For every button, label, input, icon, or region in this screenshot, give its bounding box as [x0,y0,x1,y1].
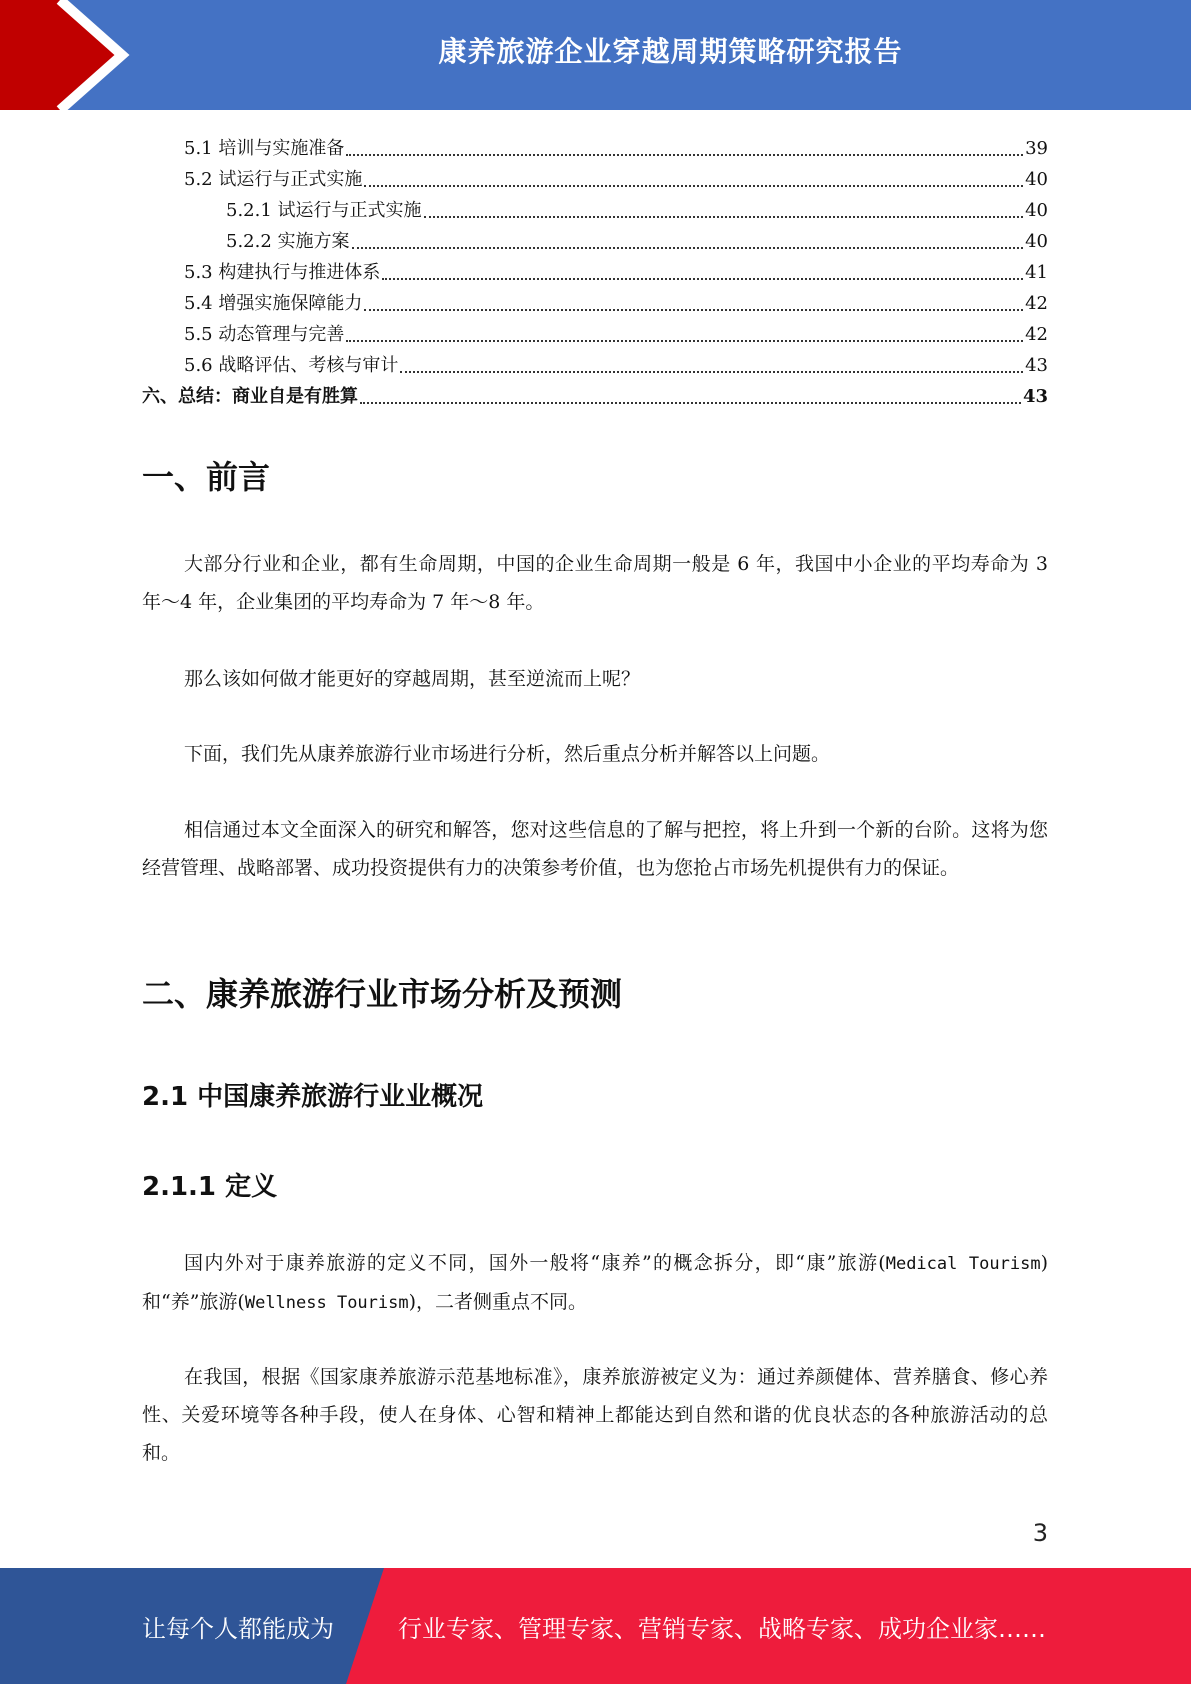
toc-leader [364,309,1023,311]
toc-label: 5.5 动态管理与完善 [184,324,345,345]
toc-leader [346,340,1023,342]
toc-entry-chapter[interactable] [142,377,1048,408]
toc-label: 5.4 增强实施保障能力 [184,293,363,314]
toc-leader [346,154,1023,156]
footer-slogan-left: 让每个人都能成为 [142,1614,334,1643]
subsection-heading: 2.1.1 定义 [142,1172,278,1202]
toc-entry[interactable] [142,191,1048,222]
subsection-heading: 2.1 中国康养旅游行业业概况 [142,1082,484,1112]
toc-label: 5.1 培训与实施准备 [184,138,345,159]
paragraph: 大部分行业和企业，都有生命周期，中国的企业生命周期一般是 6 年，我国中小企业的平均寿命为 3 年～4 年，企业集团的平均寿命为 7 年～8 年。 [142,553,1048,613]
section-heading-market-analysis: 二、康养旅游行业市场分析及预测 [142,975,623,1013]
toc-leader [352,247,1024,249]
toc-leader [400,371,1023,373]
paragraph: 相信通过本文全面深入的研究和解答，您对这些信息的了解与把控，将上升到一个新的台阶。这将为您经营管理、战略部署、成功投资提供有力的决策参考价值，也为您抢占市场先机提供有力的保证。 [142,819,1048,879]
toc-page: 40 [1025,231,1048,252]
red-chevron-icon [0,0,150,110]
toc-leader [424,216,1024,218]
paragraph: 下面，我们先从康养旅游行业市场进行分析，然后重点分析并解答以上问题。 [184,743,831,765]
toc-entry[interactable] [142,253,1048,284]
toc-page: 42 [1025,293,1048,314]
toc-entry[interactable] [142,129,1048,160]
toc-label: 5.6 战略评估、考核与审计 [184,355,399,376]
footer-slogan-right: 行业专家、管理专家、营销专家、战略专家、成功企业家…… [398,1614,1046,1643]
header-band [0,0,1191,110]
toc-entry[interactable] [142,315,1048,346]
toc-page: 43 [1022,386,1048,407]
toc-page: 41 [1025,262,1048,283]
toc-entry[interactable] [142,160,1048,191]
toc-entry[interactable] [142,222,1048,253]
paragraph: 那么该如何做才能更好的穿越周期，甚至逆流而上呢？ [184,668,641,690]
paragraph: 在我国，根据《国家康养旅游示范基地标准》，康养旅游被定义为：通过养颜健体、营养膳食、修心养性、关爱环境等各种手段，使人在身体、心智和精神上都能达到自然和谐的优良状态的各种旅游活动的总和。 [142,1366,1048,1464]
toc-label: 5.2 试运行与正式实施 [184,169,363,190]
toc-leader [360,402,1021,404]
section-heading-preface: 一、前言 [142,458,271,496]
page-number: 3 [1032,1519,1048,1547]
toc-page: 42 [1025,324,1048,345]
report-title: 康养旅游企业穿越周期策略研究报告 [438,35,903,68]
toc-entry[interactable] [142,284,1048,315]
toc-page: 43 [1025,355,1048,376]
toc-entry[interactable] [142,346,1048,377]
toc-page: 39 [1025,138,1048,159]
table-of-contents [142,129,1048,408]
paragraph: 国内外对于康养旅游的定义不同，国外一般将“康养”的概念拆分，即“康”旅游(Medical Tourism)和“养”旅游(Wellness Tourism)，二者侧重点不同。 [142,1252,1048,1313]
toc-label: 六、总结：商业自是有胜算 [142,386,358,407]
toc-leader [382,278,1023,280]
toc-page: 40 [1025,200,1048,221]
toc-label: 5.2.2 实施方案 [226,231,350,252]
toc-label: 5.3 构建执行与推进体系 [184,262,381,283]
toc-label: 5.2.1 试运行与正式实施 [226,200,422,221]
toc-page: 40 [1025,169,1048,190]
toc-leader [364,185,1023,187]
footer-band [0,1568,1191,1684]
